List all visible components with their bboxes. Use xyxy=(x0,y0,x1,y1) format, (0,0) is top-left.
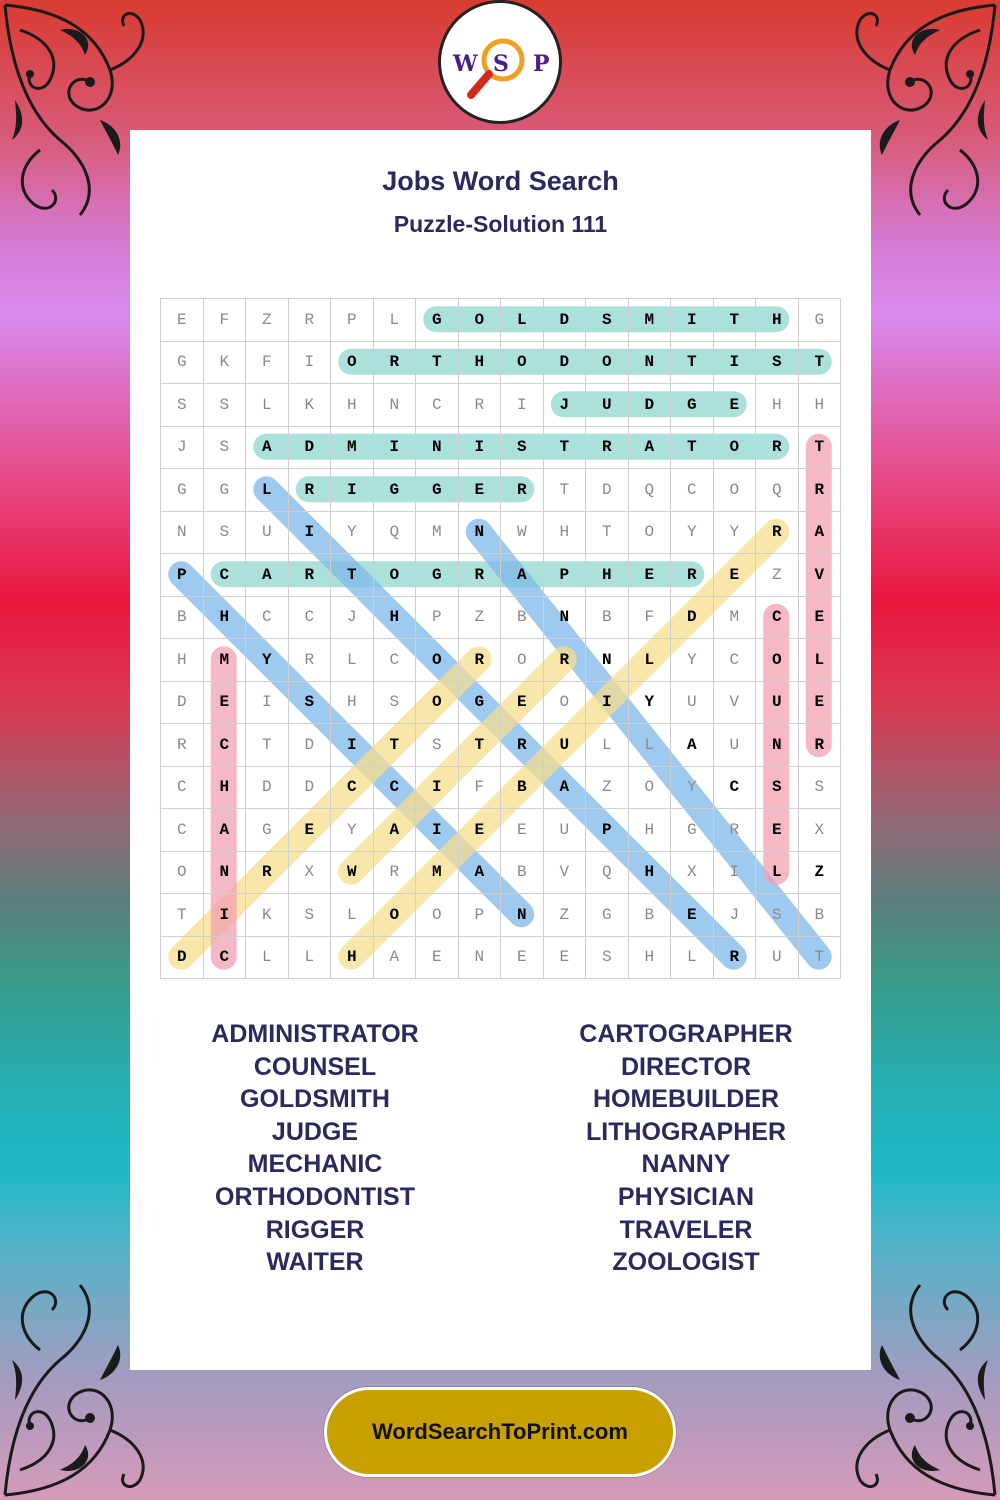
grid-cell[interactable]: T xyxy=(799,342,842,385)
grid-cell[interactable]: D xyxy=(289,427,332,470)
grid-cell[interactable]: N xyxy=(544,597,587,640)
grid-cell[interactable]: Q xyxy=(629,469,672,512)
grid-cell[interactable]: T xyxy=(544,427,587,470)
grid-cell[interactable]: C xyxy=(161,767,204,810)
grid-cell[interactable]: R xyxy=(289,299,332,342)
grid-cell[interactable]: O xyxy=(331,342,374,385)
word-list-item: NANNY xyxy=(641,1150,731,1179)
grid-cell[interactable]: Y xyxy=(671,767,714,810)
grid-cell[interactable]: E xyxy=(714,384,757,427)
grid-cell[interactable]: B xyxy=(161,597,204,640)
grid-cell[interactable]: L xyxy=(501,299,544,342)
grid-cell[interactable]: L xyxy=(331,894,374,937)
grid-cell[interactable]: T xyxy=(799,427,842,470)
grid-cell[interactable]: O xyxy=(161,852,204,895)
grid-cell[interactable]: H xyxy=(544,512,587,555)
grid-cell[interactable]: H xyxy=(331,384,374,427)
grid-cell[interactable]: M xyxy=(331,427,374,470)
grid-cell[interactable]: G xyxy=(161,469,204,512)
grid-cell[interactable]: C xyxy=(714,767,757,810)
grid-cell[interactable]: F xyxy=(246,342,289,385)
grid-cell[interactable]: U xyxy=(714,724,757,767)
grid-cell[interactable]: J xyxy=(331,597,374,640)
grid-cell[interactable]: G xyxy=(416,554,459,597)
grid-cell[interactable]: H xyxy=(204,597,247,640)
grid-cell[interactable]: L xyxy=(246,384,289,427)
grid-cell[interactable]: D xyxy=(671,597,714,640)
grid-cell[interactable]: U xyxy=(756,682,799,725)
grid-cell[interactable]: U xyxy=(756,937,799,980)
grid-cell[interactable]: O xyxy=(416,894,459,937)
grid-cell[interactable]: I xyxy=(374,427,417,470)
grid-cell[interactable]: U xyxy=(586,384,629,427)
grid-cell[interactable]: S xyxy=(756,342,799,385)
grid-cell[interactable]: Z xyxy=(544,894,587,937)
grid-cell[interactable]: T xyxy=(374,724,417,767)
grid-cell[interactable]: O xyxy=(714,427,757,470)
grid-cell[interactable]: J xyxy=(161,427,204,470)
grid-cell[interactable]: A xyxy=(374,809,417,852)
grid-cell[interactable]: G xyxy=(671,809,714,852)
grid-cell[interactable]: C xyxy=(416,384,459,427)
grid-cell[interactable]: I xyxy=(501,384,544,427)
word-list-item: ADMINISTRATOR xyxy=(211,1020,419,1048)
grid-cell[interactable]: N xyxy=(756,724,799,767)
grid-cell[interactable]: C xyxy=(374,639,417,682)
grid-cell[interactable]: Y xyxy=(331,512,374,555)
grid-cell[interactable]: Y xyxy=(629,682,672,725)
grid-cell[interactable]: L xyxy=(586,724,629,767)
word-list-right xyxy=(501,1018,871,1279)
grid-cell[interactable]: K xyxy=(204,342,247,385)
grid-cell[interactable]: L xyxy=(756,852,799,895)
grid-cell[interactable]: I xyxy=(586,682,629,725)
grid-cell[interactable]: Z xyxy=(756,554,799,597)
grid-cell[interactable]: D xyxy=(246,767,289,810)
grid-cell[interactable]: I xyxy=(714,852,757,895)
grid-cell[interactable]: V xyxy=(799,554,842,597)
word-search-grid xyxy=(160,298,840,978)
grid-cell[interactable]: O xyxy=(629,767,672,810)
grid-cell[interactable]: T xyxy=(544,469,587,512)
grid-cell[interactable]: H xyxy=(629,809,672,852)
grid-cell[interactable]: S xyxy=(799,767,842,810)
grid-cell[interactable]: E xyxy=(204,682,247,725)
grid-cell[interactable]: H xyxy=(629,852,672,895)
grid-cell[interactable]: A xyxy=(799,512,842,555)
grid-cell[interactable]: L xyxy=(246,469,289,512)
grid-cell[interactable]: E xyxy=(544,937,587,980)
grid-cell[interactable]: C xyxy=(204,724,247,767)
grid-cell[interactable]: Y xyxy=(671,639,714,682)
logo-letter: P xyxy=(533,51,550,77)
grid-cell[interactable]: P xyxy=(586,809,629,852)
grid-cell[interactable]: X xyxy=(671,852,714,895)
grid-cell[interactable]: G xyxy=(586,894,629,937)
word-list-item: ORTHODONTIST xyxy=(215,1182,415,1211)
grid-cell[interactable]: R xyxy=(289,639,332,682)
grid-cell[interactable]: R xyxy=(501,469,544,512)
grid-cell[interactable]: B xyxy=(501,852,544,895)
logo-letter: W xyxy=(453,51,478,77)
grid-cell[interactable]: I xyxy=(204,894,247,937)
grid-cell[interactable]: H xyxy=(204,767,247,810)
grid-cell[interactable]: D xyxy=(586,469,629,512)
grid-cell[interactable]: M xyxy=(416,852,459,895)
grid-cell[interactable]: O xyxy=(459,299,502,342)
grid-cell[interactable]: I xyxy=(331,724,374,767)
grid-cell[interactable]: C xyxy=(331,767,374,810)
grid-cell[interactable]: L xyxy=(799,639,842,682)
letter-grid xyxy=(160,298,841,979)
grid-cell[interactable]: D xyxy=(629,384,672,427)
grid-cell[interactable]: C xyxy=(204,937,247,980)
grid-cell[interactable]: A xyxy=(374,937,417,980)
grid-cell[interactable]: G xyxy=(416,469,459,512)
grid-cell[interactable]: B xyxy=(799,894,842,937)
grid-cell[interactable]: R xyxy=(714,937,757,980)
grid-cell[interactable]: G xyxy=(161,342,204,385)
grid-cell[interactable]: Z xyxy=(586,767,629,810)
grid-cell[interactable]: P xyxy=(331,299,374,342)
grid-cell[interactable]: N xyxy=(161,512,204,555)
grid-cell[interactable]: C xyxy=(714,639,757,682)
grid-cell[interactable]: R xyxy=(799,469,842,512)
grid-cell[interactable]: V xyxy=(544,852,587,895)
word-list-item: HOMEBUILDER xyxy=(592,1085,780,1114)
grid-cell[interactable]: F xyxy=(459,767,502,810)
word-list-item: DIRECTOR xyxy=(620,1052,752,1081)
grid-cell[interactable]: O xyxy=(501,639,544,682)
grid-cell[interactable]: W xyxy=(331,852,374,895)
grid-cell[interactable]: N xyxy=(586,639,629,682)
grid-cell[interactable]: A xyxy=(204,809,247,852)
grid-cell[interactable]: A xyxy=(544,767,587,810)
grid-cell[interactable]: D xyxy=(161,682,204,725)
grid-cell[interactable]: E xyxy=(501,682,544,725)
grid-cell[interactable]: Q xyxy=(756,469,799,512)
grid-cell[interactable]: A xyxy=(459,852,502,895)
word-list-item: RIGGER xyxy=(265,1215,365,1244)
grid-cell[interactable]: R xyxy=(246,852,289,895)
grid-cell[interactable]: R xyxy=(161,724,204,767)
grid-cell[interactable]: S xyxy=(586,937,629,980)
grid-cell[interactable]: C xyxy=(671,469,714,512)
grid-cell[interactable]: P xyxy=(459,894,502,937)
grid-cell[interactable]: X xyxy=(799,809,842,852)
grid-cell[interactable]: U xyxy=(671,682,714,725)
word-list-item: WAITER xyxy=(266,1248,364,1277)
grid-cell[interactable]: E xyxy=(501,809,544,852)
grid-cell[interactable]: O xyxy=(416,682,459,725)
grid-cell[interactable]: Z xyxy=(246,299,289,342)
grid-cell[interactable]: R xyxy=(459,639,502,682)
word-list-item: LITHOGRAPHER xyxy=(586,1117,786,1146)
page-subtitle: Puzzle-Solution 111 xyxy=(393,211,608,237)
grid-cell[interactable]: D xyxy=(289,767,332,810)
grid-cell[interactable]: D xyxy=(161,937,204,980)
grid-cell[interactable]: G xyxy=(204,469,247,512)
grid-cell[interactable]: L xyxy=(374,299,417,342)
grid-cell[interactable]: I xyxy=(416,767,459,810)
grid-cell[interactable]: Z xyxy=(459,597,502,640)
grid-cell[interactable]: S xyxy=(586,299,629,342)
word-list-item: GOLDSMITH xyxy=(240,1085,390,1114)
word-list-item: TRAVELER xyxy=(619,1215,753,1244)
grid-cell[interactable]: B xyxy=(501,767,544,810)
grid-cell[interactable]: O xyxy=(629,512,672,555)
grid-cell[interactable]: O xyxy=(714,469,757,512)
grid-cell[interactable]: I xyxy=(459,427,502,470)
grid-cell[interactable]: J xyxy=(544,384,587,427)
page-title: Jobs Word Search xyxy=(382,166,619,196)
grid-cell[interactable]: E xyxy=(289,809,332,852)
grid-cell[interactable]: E xyxy=(799,597,842,640)
grid-cell[interactable]: Q xyxy=(586,852,629,895)
grid-cell[interactable]: I xyxy=(331,469,374,512)
grid-cell[interactable]: H xyxy=(756,299,799,342)
grid-cell[interactable]: E xyxy=(714,554,757,597)
grid-cell[interactable]: H xyxy=(331,682,374,725)
grid-cell[interactable]: R xyxy=(799,724,842,767)
grid-cell[interactable]: R xyxy=(501,724,544,767)
grid-cell[interactable]: O xyxy=(501,342,544,385)
grid-cell[interactable]: Y xyxy=(671,512,714,555)
grid-cell[interactable]: U xyxy=(544,809,587,852)
grid-cell[interactable]: K xyxy=(246,894,289,937)
grid-cell[interactable]: E xyxy=(459,809,502,852)
grid-cell[interactable]: B xyxy=(501,597,544,640)
grid-cell[interactable]: N xyxy=(204,852,247,895)
grid-cell[interactable]: D xyxy=(544,342,587,385)
grid-cell[interactable]: T xyxy=(459,724,502,767)
grid-cell[interactable]: L xyxy=(671,937,714,980)
grid-cell[interactable]: R xyxy=(756,512,799,555)
grid-cell[interactable]: Q xyxy=(374,512,417,555)
grid-cell[interactable]: H xyxy=(586,554,629,597)
grid-cell[interactable]: H xyxy=(459,342,502,385)
grid-cell[interactable]: X xyxy=(289,852,332,895)
word-list-item: ZOOLOGIST xyxy=(612,1248,760,1277)
grid-cell[interactable]: S xyxy=(289,682,332,725)
grid-cell[interactable]: T xyxy=(246,724,289,767)
grid-cell[interactable]: S xyxy=(416,724,459,767)
grid-cell[interactable]: A xyxy=(629,427,672,470)
grid-cell[interactable]: G xyxy=(374,469,417,512)
grid-cell[interactable]: N xyxy=(629,342,672,385)
grid-cell[interactable]: T xyxy=(161,894,204,937)
grid-cell[interactable]: M xyxy=(714,597,757,640)
grid-cell[interactable]: G xyxy=(416,299,459,342)
grid-cell[interactable]: D xyxy=(289,724,332,767)
grid-cell[interactable]: E xyxy=(459,469,502,512)
grid-cell[interactable]: M xyxy=(629,299,672,342)
grid-cell[interactable]: N xyxy=(416,427,459,470)
grid-cell[interactable]: T xyxy=(799,937,842,980)
grid-cell[interactable]: R xyxy=(544,639,587,682)
grid-cell[interactable]: H xyxy=(799,384,842,427)
grid-cell[interactable]: C xyxy=(374,767,417,810)
word-list-item: CARTOGRAPHER xyxy=(579,1020,793,1048)
site-link-button[interactable]: WordSearchToPrint.com xyxy=(324,1387,676,1477)
grid-cell[interactable]: R xyxy=(374,852,417,895)
grid-cell[interactable]: N xyxy=(501,894,544,937)
grid-cell[interactable]: I xyxy=(246,682,289,725)
grid-cell[interactable]: G xyxy=(671,384,714,427)
grid-cell[interactable]: P xyxy=(161,554,204,597)
grid-cell[interactable]: S xyxy=(374,682,417,725)
grid-cell[interactable]: C xyxy=(161,809,204,852)
grid-cell[interactable]: T xyxy=(416,342,459,385)
grid-cell[interactable]: C xyxy=(289,597,332,640)
grid-cell[interactable]: R xyxy=(756,427,799,470)
grid-cell[interactable]: R xyxy=(374,342,417,385)
grid-cell[interactable]: O xyxy=(756,639,799,682)
grid-cell[interactable]: P xyxy=(416,597,459,640)
grid-cell[interactable]: Y xyxy=(714,512,757,555)
grid-cell[interactable]: Z xyxy=(799,852,842,895)
grid-cell[interactable]: D xyxy=(544,299,587,342)
grid-cell[interactable]: O xyxy=(374,554,417,597)
grid-cell[interactable]: N xyxy=(459,512,502,555)
grid-cell[interactable]: E xyxy=(671,894,714,937)
grid-cell[interactable]: O xyxy=(416,639,459,682)
grid-cell[interactable]: L xyxy=(629,639,672,682)
grid-cell[interactable]: S xyxy=(204,512,247,555)
grid-cell[interactable]: E xyxy=(501,937,544,980)
grid-cell[interactable]: R xyxy=(586,427,629,470)
grid-cell[interactable]: I xyxy=(289,512,332,555)
word-list-item: MECHANIC xyxy=(247,1150,383,1179)
grid-cell[interactable]: M xyxy=(204,639,247,682)
grid-cell[interactable]: E xyxy=(799,682,842,725)
word-list-item: PHYSICIAN xyxy=(617,1182,755,1211)
grid-cell[interactable]: R xyxy=(289,554,332,597)
grid-cell[interactable]: F xyxy=(204,299,247,342)
word-list-left xyxy=(130,1018,500,1279)
grid-cell[interactable]: M xyxy=(416,512,459,555)
grid-cell[interactable]: E xyxy=(416,937,459,980)
grid-cell[interactable]: W xyxy=(501,512,544,555)
grid-cell[interactable]: V xyxy=(714,682,757,725)
grid-cell[interactable]: A xyxy=(246,554,289,597)
grid-cell[interactable]: E xyxy=(629,554,672,597)
grid-cell[interactable]: H xyxy=(629,937,672,980)
puzzle-card xyxy=(130,130,871,1370)
grid-cell[interactable]: L xyxy=(331,639,374,682)
grid-cell[interactable]: N xyxy=(374,384,417,427)
grid-cell[interactable]: L xyxy=(629,724,672,767)
grid-cell[interactable]: O xyxy=(374,894,417,937)
grid-cell[interactable]: A xyxy=(671,724,714,767)
grid-cell[interactable]: S xyxy=(501,427,544,470)
grid-cell[interactable]: G xyxy=(799,299,842,342)
word-list-item: COUNSEL xyxy=(253,1052,377,1081)
grid-cell[interactable]: P xyxy=(544,554,587,597)
grid-cell[interactable]: I xyxy=(714,342,757,385)
grid-cell[interactable]: S xyxy=(756,894,799,937)
grid-cell[interactable]: S xyxy=(204,427,247,470)
grid-cell[interactable]: S xyxy=(289,894,332,937)
grid-cell[interactable]: O xyxy=(586,342,629,385)
grid-cell[interactable]: C xyxy=(756,597,799,640)
grid-cell[interactable]: C xyxy=(246,597,289,640)
logo-letter: S xyxy=(493,51,509,77)
grid-cell[interactable]: I xyxy=(671,299,714,342)
grid-cell[interactable]: T xyxy=(331,554,374,597)
grid-cell[interactable]: I xyxy=(289,342,332,385)
grid-cell[interactable]: G xyxy=(246,809,289,852)
word-list-item: JUDGE xyxy=(271,1117,359,1146)
grid-cell[interactable]: Y xyxy=(246,639,289,682)
grid-cell[interactable]: R xyxy=(459,554,502,597)
grid-cell[interactable]: A xyxy=(501,554,544,597)
grid-cell[interactable]: H xyxy=(161,639,204,682)
grid-cell[interactable]: T xyxy=(714,299,757,342)
grid-cell[interactable]: B xyxy=(586,597,629,640)
grid-cell[interactable]: A xyxy=(246,427,289,470)
grid-cell[interactable]: S xyxy=(161,384,204,427)
grid-cell[interactable]: T xyxy=(586,512,629,555)
grid-cell[interactable]: L xyxy=(289,937,332,980)
grid-cell[interactable]: N xyxy=(459,937,502,980)
grid-cell[interactable]: T xyxy=(671,342,714,385)
grid-cell[interactable]: H xyxy=(374,597,417,640)
grid-cell[interactable]: E xyxy=(161,299,204,342)
grid-cell[interactable]: Y xyxy=(331,809,374,852)
grid-cell[interactable]: R xyxy=(714,809,757,852)
grid-cell[interactable]: R xyxy=(459,384,502,427)
grid-cell[interactable]: J xyxy=(714,894,757,937)
grid-cell[interactable]: H xyxy=(756,384,799,427)
grid-cell[interactable]: E xyxy=(756,809,799,852)
grid-cell[interactable]: L xyxy=(246,937,289,980)
grid-cell[interactable]: C xyxy=(204,554,247,597)
grid-cell[interactable]: T xyxy=(671,427,714,470)
grid-cell[interactable]: U xyxy=(246,512,289,555)
grid-cell[interactable]: F xyxy=(629,597,672,640)
grid-cell[interactable]: S xyxy=(756,767,799,810)
grid-cell[interactable]: O xyxy=(544,682,587,725)
grid-cell[interactable]: H xyxy=(331,937,374,980)
grid-cell[interactable]: K xyxy=(289,384,332,427)
grid-cell[interactable]: B xyxy=(629,894,672,937)
grid-cell[interactable]: R xyxy=(671,554,714,597)
grid-cell[interactable]: U xyxy=(544,724,587,767)
grid-cell[interactable]: I xyxy=(416,809,459,852)
grid-cell[interactable]: S xyxy=(204,384,247,427)
grid-cell[interactable]: G xyxy=(459,682,502,725)
site-logo[interactable] xyxy=(438,0,562,124)
grid-cell[interactable]: R xyxy=(289,469,332,512)
